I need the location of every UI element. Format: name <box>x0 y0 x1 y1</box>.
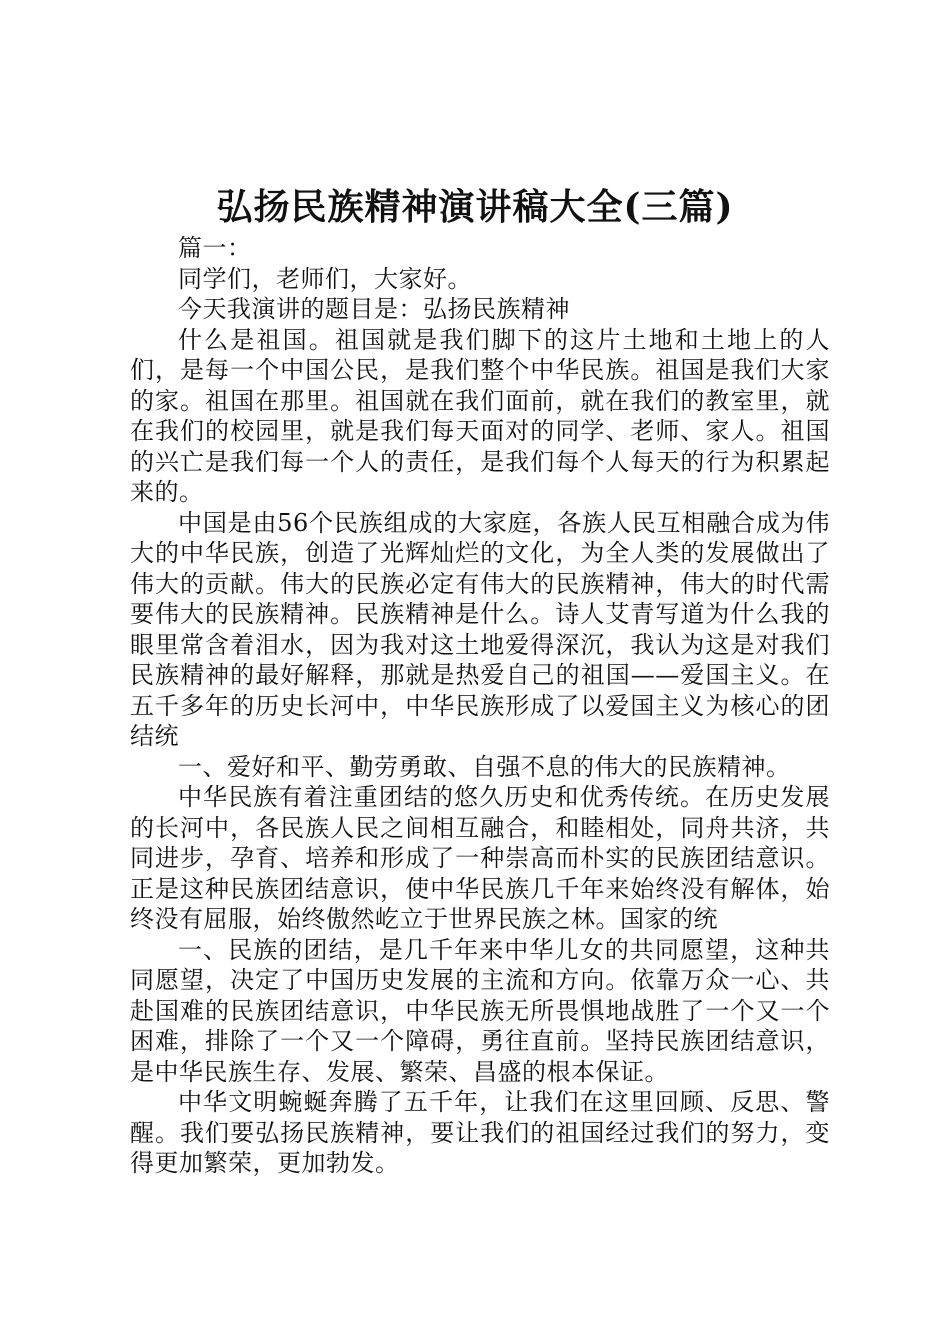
paragraph-greeting: 同学们，老师们，大家好。 <box>178 264 472 293</box>
paragraph-unity-wish: 一、民族的团结，是几千年来中华儿女的共同愿望，这种共同愿望，决定了中国历史发展的主流和方向。依靠万众一心、共赴国难的民族团结意识，中华民族无所畏惧地战胜了一个又一个困难，排除了一个又一个障碍，勇往直前。坚持民族团结意识，是中华民族生存、发展、繁荣、昌盛的根本保证。 <box>130 935 830 1086</box>
paragraph-peace: 一、爱好和平、勤劳勇敢、自强不息的伟大的民族精神。 <box>178 752 791 781</box>
paragraph-unity-tradition: 中华民族有着注重团结的悠久历史和优秀传统。在历史发展的长河中，各民族人民之间相互融合，和睦相处，同舟共济，共同进步，孕育、培养和形成了一种崇高而朴实的民族团结意识。正是这种民族团结意识，使中华民族几千年来始终没有解体，始终没有屈服，始终傲然屹立于世界民族之林。国家的统 <box>130 783 830 933</box>
paragraph-topic: 今天我演讲的题目是：弘扬民族精神 <box>178 295 570 323</box>
paragraph-conclusion: 中华文明蜿蜒奔腾了五千年，让我们在这里回顾、反思、警醒。我们要弘扬民族精神，要让我们的祖国经过我们的努力，变得更加繁荣，更加勃发。 <box>130 1088 830 1177</box>
paragraph-section-heading: 篇一： <box>178 234 252 262</box>
document-title: 弘扬民族精神演讲稿大全(三篇) <box>216 186 734 228</box>
paragraph-national-spirit: 中国是由56个民族组成的大家庭，各族人民互相融合成为伟大的中华民族，创造了光辉灿烂的文化，为全人类的发展做出了伟大的贡献。伟大的民族必定有伟大的民族精神，伟大的时代需要伟大的民族精神。民族精神是什么。诗人艾青写道为什么我的眼里常含着泪水，因为我对这土地爱得深沉，我认为这是对我们民族精神的最好解释，那就是热爱自己的祖国——爱国主义。在五千多年的历史长河中，中华民族形成了以爱国主义为核心的团结统 <box>130 508 830 750</box>
paragraph-motherland: 什么是祖国。祖国就是我们脚下的这片土地和土地上的人们，是每一个中国公民，是我们整个中华民族。祖国是我们大家的家。祖国在那里。祖国就在我们面前，就在我们的教室里，就在我们的校园里，就是我们每天面对的同学、老师、家人。祖国的兴亡是我们每一个人的责任，是我们每个人每天的行为积累起来的。 <box>130 325 830 506</box>
document-body <box>130 233 830 1179</box>
